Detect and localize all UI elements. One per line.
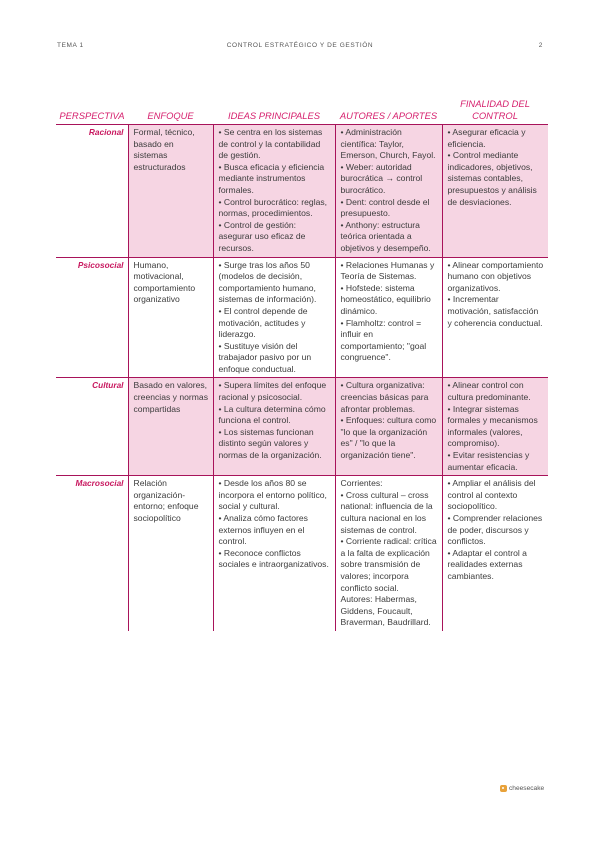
ideas-item: • Busca eficacia y eficiencia mediante instrumentos formales. (218, 161, 325, 195)
header-title: CONTROL ESTRATÉGICO Y DE GESTIÓN (226, 42, 374, 49)
autores-cell (335, 378, 442, 476)
finalidad-cell (442, 257, 548, 378)
ideas-cell (213, 476, 335, 631)
ideas-item: • Reconoce conflictos sociales e intraorganizativos. (218, 547, 329, 570)
autores-item: • Administración científica: Taylor, Emerson, Church, Fayol. (340, 127, 436, 161)
finalidad-cell (442, 476, 548, 631)
perspective-name: Racional (56, 125, 128, 258)
ideas-item: • Sustituye visión del trabajador pasivo por un enfoque conductual. (218, 340, 312, 374)
autores-item: • Cultura organizativa: creencias básicas para afrontar problemas. (340, 380, 429, 414)
enfoque-item: Relación organización-entorno; enfoque sociopolítico (133, 478, 199, 523)
finalidad-item: • Incrementar motivación, satisfacción y coherencia conductual. (447, 294, 543, 328)
ideas-item: • Surge tras los años 50 (modelos de decisión, comportamiento humano, sistemas de información). (218, 259, 317, 305)
ideas-item: • La cultura determina cómo funciona el control. (218, 403, 326, 426)
ideas-cell (213, 125, 335, 258)
cheese-icon (500, 785, 507, 792)
autores-item: Corrientes: (340, 478, 383, 489)
finalidad-cell (442, 125, 548, 258)
ideas-item: • Analiza cómo factores externos influyen en el control. (218, 513, 308, 547)
column-header-enfoque: ENFOQUE (128, 96, 213, 125)
ideas-item: • El control depende de motivación, actitudes y liderazgo. (218, 305, 308, 340)
enfoque-cell (128, 125, 213, 258)
column-header-autores: AUTORES / APORTES (335, 96, 442, 125)
ideas-cell (213, 257, 335, 378)
perspective-name: Macrosocial (75, 478, 124, 489)
autores-item: • Relaciones Humanas y Teoría de Sistemas. (340, 259, 435, 282)
ideas-cell (213, 378, 335, 476)
header-topic: TEMA 1 (57, 42, 84, 49)
table-header-row (56, 96, 548, 125)
table-row (56, 125, 548, 258)
finalidad-item: • Alinear control con cultura predominante. (447, 380, 531, 403)
perspective-name: Psicosocial (56, 257, 128, 378)
brand-logo (500, 785, 544, 792)
column-header-ideas: IDEAS PRINCIPALES (213, 96, 335, 125)
autores-item: Autores: Habermas, Giddens, Foucault, Braverman, Baudrillard. (340, 594, 431, 628)
autores-cell (335, 257, 442, 378)
table-row (56, 476, 548, 631)
finalidad-item: • Integrar sistemas formales y mecanismos informales (valores, compromiso). (447, 403, 538, 449)
enfoque-item: Formal, técnico, basado en sistemas estructurados (133, 127, 195, 172)
finalidad-cell (442, 378, 548, 476)
ideas-item: • Supera límites del enfoque racional y psicosocial. (218, 380, 327, 403)
column-header-perspectiva: PERSPECTIVA (56, 96, 128, 125)
autores-item: • Corriente radical: crítica a la falta de explicación sobre transmisión de valores; incorpora conflicto social. (340, 536, 437, 593)
perspectives-table (56, 96, 548, 631)
ideas-item: • Los sistemas funcionan distinto según valores y normas de la organización. (218, 426, 322, 461)
autores-item: • Cross cultural – cross national: influencia de la cultura nacional en los sistemas de control. (340, 489, 433, 535)
autores-cell (335, 125, 442, 258)
ideas-item: • Desde los años 80 se incorpora el entorno político, social y cultural. (218, 478, 327, 512)
ideas-item: • Control burocrático: reglas, normas, procedimientos. (218, 196, 328, 219)
finalidad-item: • Control mediante indicadores, objetivos, sistemas contables, presupuestos y análisis de desviaciones. (447, 150, 537, 207)
autores-item: • Dent: control desde el presupuesto. (340, 196, 430, 219)
finalidad-item: • Adaptar el control a realidades externas cambiantes. (447, 547, 527, 581)
enfoque-cell (128, 378, 213, 476)
ideas-item: • Se centra en los sistemas de control y la contabilidad de gestión. (218, 127, 323, 161)
enfoque-cell (128, 476, 213, 631)
finalidad-item: • Ampliar el análisis del control al contexto sociopolítico. (447, 478, 536, 512)
finalidad-item: • Alinear comportamiento humano con objetivos organizativos. (447, 259, 544, 293)
enfoque-item: Humano, motivacional, comportamiento organizativo (133, 259, 196, 305)
autores-item: • Enfoques: cultura como "lo que la organización es" / "lo que la organización tiene". (340, 415, 437, 461)
autores-item: • Flamholtz: control = influir en comportamiento; "goal congruence". (340, 317, 427, 363)
autores-item: • Weber: autoridad burocrática → control burocrático. (340, 161, 423, 195)
enfoque-item: Basado en valores, creencias y normas compartidas (133, 380, 209, 414)
perspective-name: Cultural (56, 378, 128, 476)
table-row (56, 378, 548, 476)
autores-cell (335, 476, 442, 631)
enfoque-cell (128, 257, 213, 378)
autores-item: • Anthony: estructura teórica orientada a objetivos y desempeño. (340, 219, 431, 253)
finalidad-item: • Asegurar eficacia y eficiencia. (447, 127, 526, 149)
column-header-finalidad: FINALIDAD DEL CONTROL (442, 96, 548, 125)
ideas-item: • Control de gestión: asegurar uso eficaz de recursos. (218, 219, 306, 253)
table-row (56, 257, 548, 378)
finalidad-item: • Comprender relaciones de poder, discursos y conflictos. (447, 513, 543, 547)
finalidad-item: • Evitar resistencias y aumentar eficacia. (447, 450, 530, 472)
page-number: 2 (538, 42, 543, 49)
autores-item: • Hofstede: sistema homeostático, equilibrio dinámico. (340, 282, 431, 316)
brand-name: cheesecake (509, 785, 545, 792)
